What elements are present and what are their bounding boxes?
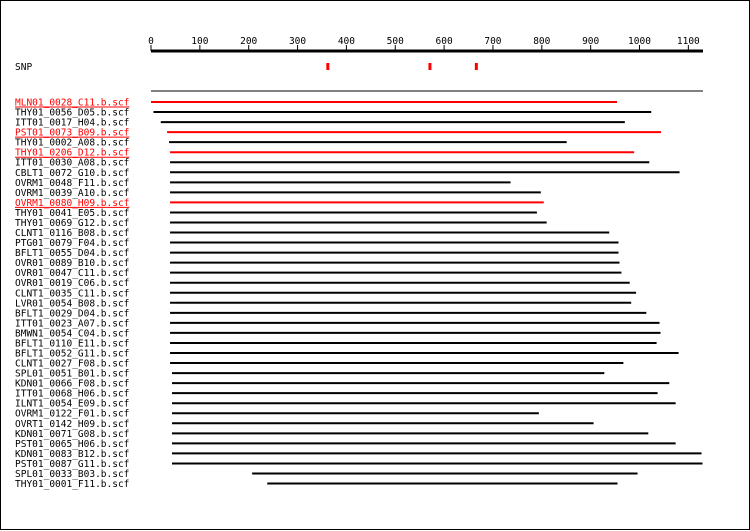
axis-tick-label: 200: [240, 36, 258, 47]
axis-tick-label: 300: [288, 36, 307, 47]
read-name[interactable]: PST01_0087_G11.b.scf: [15, 458, 130, 470]
read-name[interactable]: CLNT1_0027_F08.b.scf: [15, 358, 130, 370]
axis-tick-label: 600: [435, 36, 453, 47]
read-name[interactable]: BFLT1_0052_G11.b.scf: [15, 348, 130, 360]
read-name[interactable]: ITT01_0030_A08.b.scf: [15, 157, 130, 169]
read-name[interactable]: THY01_0056_D05.b.scf: [15, 107, 130, 119]
read-name[interactable]: OVR01_0047_C11.b.scf: [15, 268, 130, 280]
read-name[interactable]: OVRM1_0122_F01.b.scf: [15, 408, 130, 420]
axis-tick-label: 1000: [628, 36, 651, 47]
read-name[interactable]: THY01_0002_A08.b.scf: [15, 137, 130, 149]
read-name[interactable]: BFLT1_0029_D04.b.scf: [15, 308, 130, 320]
read-name[interactable]: BFLT1_0110_E11.b.scf: [15, 338, 130, 350]
axis-tick-label: 100: [191, 36, 209, 47]
snp-marker: [326, 63, 329, 70]
read-name[interactable]: ITT01_0068_H06.b.scf: [15, 388, 130, 400]
read-name[interactable]: OVRM1_0048_F11.b.scf: [15, 177, 130, 189]
axis-tick-label: 400: [337, 36, 355, 47]
read-name[interactable]: BMWN1_0054_C04.b.scf: [15, 328, 130, 340]
read-name[interactable]: PTG01_0079_F04.b.scf: [15, 238, 130, 250]
read-name[interactable]: SPL01_0033_B03.b.scf: [15, 468, 130, 480]
axis-tick-label: 700: [484, 36, 502, 47]
read-alignment-diagram: [1, 1, 750, 531]
read-name[interactable]: ITT01_0017_H04.b.scf: [15, 117, 130, 129]
read-name[interactable]: KDN01_0066_F08.b.scf: [15, 378, 130, 390]
read-name[interactable]: MLN01_0028_C11.b.scf: [15, 97, 130, 109]
snp-marker: [428, 63, 431, 70]
read-name[interactable]: SPL01_0051_B01.b.scf: [15, 368, 130, 380]
read-name[interactable]: THY01_0041_E05.b.scf: [15, 207, 130, 219]
read-name[interactable]: KDN01_0083_B12.b.scf: [15, 448, 130, 460]
read-name[interactable]: PST01_0073_B09.b.scf: [15, 127, 130, 139]
read-name[interactable]: ITT01_0023_A07.b.scf: [15, 318, 130, 330]
read-name[interactable]: CBLT1_0072_G10.b.scf: [15, 167, 130, 179]
read-name[interactable]: KDN01_0071_G08.b.scf: [15, 428, 130, 440]
read-name[interactable]: LVR01_0054_B08.b.scf: [15, 298, 130, 310]
read-row: [15, 479, 618, 490]
read-name[interactable]: PST01_0065_H06.b.scf: [15, 438, 130, 450]
read-name[interactable]: ILNT1_0054_E09.b.scf: [15, 398, 130, 410]
read-name[interactable]: THY01_0001_F11.b.scf: [15, 479, 130, 491]
axis-tick-label: 800: [533, 36, 551, 47]
axis-tick-label: 500: [386, 36, 404, 47]
read-name[interactable]: OVR01_0019_C06.b.scf: [15, 278, 130, 290]
axis-tick-label: 0: [148, 36, 154, 47]
read-name[interactable]: OVRM1_0080_H09.b.scf: [15, 197, 130, 209]
read-name[interactable]: OVRM1_0039_A10.b.scf: [15, 187, 130, 199]
read-name[interactable]: CLNT1_0035_C11.b.scf: [15, 288, 130, 300]
read-name[interactable]: CLNT1_0116_B08.b.scf: [15, 228, 130, 240]
read-name[interactable]: THY01_0069_G12.b.scf: [15, 217, 130, 229]
snp-label: SNP: [15, 62, 33, 73]
read-name[interactable]: OVR01_0089_B10.b.scf: [15, 258, 130, 270]
read-name[interactable]: BFLT1_0055_D04.b.scf: [15, 248, 130, 260]
read-name[interactable]: OVRT1_0142_H09.b.scf: [15, 418, 130, 430]
snp-marker: [475, 63, 478, 70]
axis-tick-label: 1100: [676, 36, 700, 47]
axis-tick-label: 900: [582, 36, 600, 47]
read-name[interactable]: THY01_0206_D12.b.scf: [15, 147, 130, 159]
